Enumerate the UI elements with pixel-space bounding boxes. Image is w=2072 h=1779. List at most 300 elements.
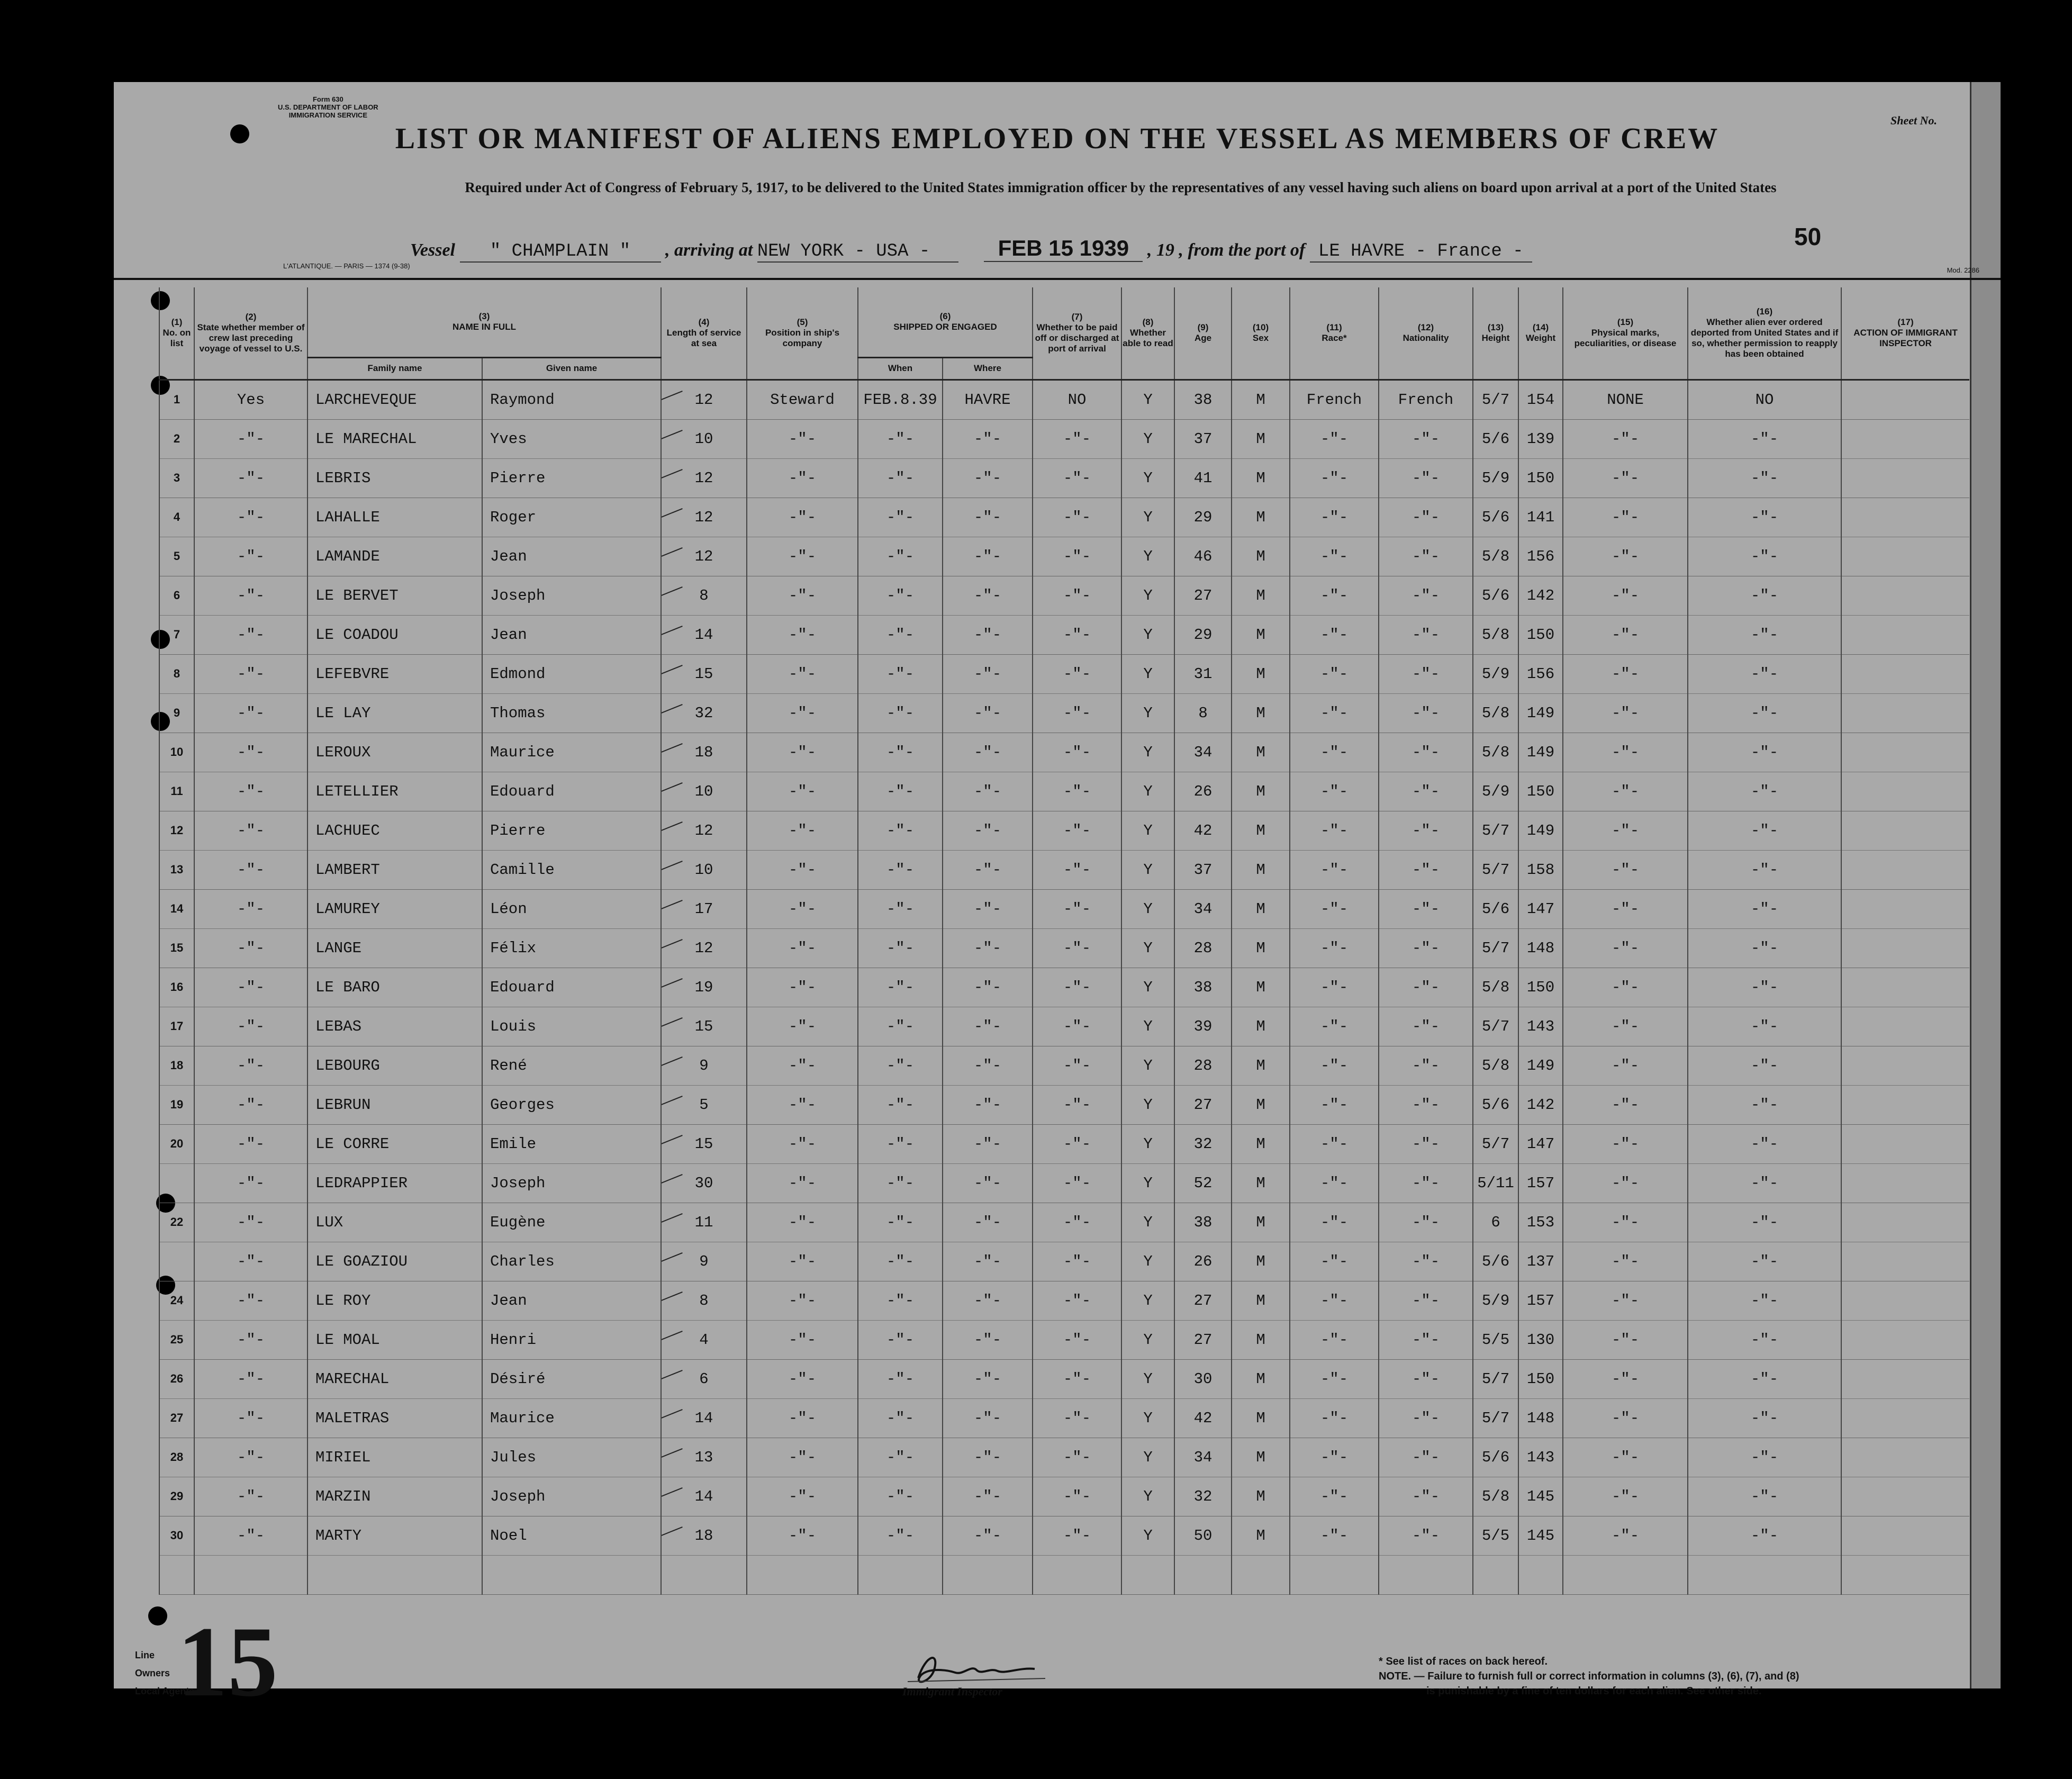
table-row: [159, 1320, 1969, 1359]
able-to-read-cell: Y: [1121, 693, 1174, 733]
table-row: [159, 1203, 1969, 1242]
sex-cell: M: [1232, 1007, 1290, 1046]
previous-voyage-cell: -"-: [194, 1320, 307, 1359]
height-cell: 5/9: [1473, 654, 1518, 693]
height-cell: 5/6: [1473, 419, 1518, 458]
table-row: [159, 1281, 1969, 1320]
sex-cell: M: [1232, 811, 1290, 850]
previous-voyage-cell: -"-: [194, 576, 307, 615]
inspector-action-cell: [1841, 1516, 1969, 1555]
nationality-cell: -"-: [1379, 811, 1473, 850]
paid-off-cell: -"-: [1033, 1007, 1121, 1046]
col-header-given-name: Given name: [482, 357, 661, 380]
age-cell: 34: [1174, 1438, 1232, 1477]
previous-voyage-cell: -"-: [194, 1242, 307, 1281]
shipped-when-cell: -"-: [858, 654, 943, 693]
previous-voyage-cell: -"-: [194, 1359, 307, 1398]
previous-voyage-cell: -"-: [194, 1477, 307, 1516]
sex-cell: M: [1232, 889, 1290, 928]
race-cell: -"-: [1290, 1085, 1379, 1124]
age-cell: 42: [1174, 811, 1232, 850]
weight-cell: 145: [1518, 1516, 1563, 1555]
inspector-action-cell: [1841, 968, 1969, 1007]
family-name-cell: LAMUREY: [307, 889, 482, 928]
inspector-action-cell: [1841, 1281, 1969, 1320]
deported-status-cell: -"-: [1688, 1477, 1841, 1516]
nationality-cell: -"-: [1379, 615, 1473, 654]
table-row: [159, 772, 1969, 811]
race-cell: -"-: [1290, 733, 1379, 772]
physical-marks-cell: -"-: [1563, 889, 1688, 928]
age-cell: 38: [1174, 968, 1232, 1007]
length-of-service-cell: 30: [661, 1163, 747, 1203]
sex-cell: M: [1232, 1281, 1290, 1320]
given-name-cell: Louis: [482, 1007, 661, 1046]
col-title: Whether to be paid off or discharged at port of arrival: [1035, 322, 1119, 354]
nationality-cell: -"-: [1379, 458, 1473, 498]
sex-cell: M: [1232, 693, 1290, 733]
length-of-service-cell: 10: [661, 419, 747, 458]
nationality-cell: -"-: [1379, 1477, 1473, 1516]
blank-cell: [482, 1555, 661, 1594]
physical-marks-cell: -"-: [1563, 1085, 1688, 1124]
shipped-when-cell: FEB.8.39: [858, 380, 943, 419]
age-cell: 8: [1174, 693, 1232, 733]
row-number-cell: 25: [159, 1320, 194, 1359]
able-to-read-cell: Y: [1121, 968, 1174, 1007]
col-number: (4): [698, 317, 710, 328]
row-number-cell: 27: [159, 1398, 194, 1438]
age-cell: 52: [1174, 1163, 1232, 1203]
row-number-cell: 30: [159, 1516, 194, 1555]
age-cell: 29: [1174, 498, 1232, 537]
height-cell: 6: [1473, 1203, 1518, 1242]
family-name-cell: LE BERVET: [307, 576, 482, 615]
given-name-cell: Camille: [482, 850, 661, 889]
inspector-action-cell: [1841, 1477, 1969, 1516]
physical-marks-cell: -"-: [1563, 1007, 1688, 1046]
height-cell: 5/9: [1473, 458, 1518, 498]
height-cell: 5/6: [1473, 1438, 1518, 1477]
age-cell: 34: [1174, 733, 1232, 772]
col-header-no: [159, 287, 194, 380]
row-number-cell: 9: [159, 693, 194, 733]
col-title: Nationality: [1403, 333, 1449, 344]
col-number: (15): [1617, 317, 1634, 328]
col-title: SHIPPED OR ENGAGED: [893, 322, 997, 332]
able-to-read-cell: Y: [1121, 1046, 1174, 1085]
shipped-when-cell: -"-: [858, 1477, 943, 1516]
given-name-cell: Edouard: [482, 968, 661, 1007]
sex-cell: M: [1232, 380, 1290, 419]
given-name-cell: Henri: [482, 1320, 661, 1359]
col-number: (8): [1142, 317, 1154, 328]
sex-cell: M: [1232, 1477, 1290, 1516]
shipped-where-cell: -"-: [943, 1203, 1033, 1242]
row-number-cell: [159, 1163, 194, 1203]
shipped-when-cell: -"-: [858, 850, 943, 889]
table-row: [159, 654, 1969, 693]
deported-status-cell: -"-: [1688, 654, 1841, 693]
height-cell: 5/7: [1473, 1359, 1518, 1398]
col-title: No. on list: [162, 328, 191, 349]
family-name-cell: LARCHEVEQUE: [307, 380, 482, 419]
able-to-read-cell: Y: [1121, 1320, 1174, 1359]
col-number: (10): [1252, 322, 1269, 333]
shipped-when-cell: -"-: [858, 1203, 943, 1242]
family-name-cell: MARECHAL: [307, 1359, 482, 1398]
table-row: [159, 889, 1969, 928]
weight-cell: 145: [1518, 1477, 1563, 1516]
physical-marks-cell: -"-: [1563, 1124, 1688, 1163]
able-to-read-cell: Y: [1121, 889, 1174, 928]
nationality-cell: -"-: [1379, 1359, 1473, 1398]
race-cell: -"-: [1290, 654, 1379, 693]
row-number-cell: 26: [159, 1359, 194, 1398]
physical-marks-cell: -"-: [1563, 498, 1688, 537]
table-row: [159, 928, 1969, 968]
race-cell: -"-: [1290, 419, 1379, 458]
position-cell: -"-: [747, 733, 858, 772]
able-to-read-cell: Y: [1121, 1242, 1174, 1281]
previous-voyage-cell: -"-: [194, 850, 307, 889]
shipped-where-cell: -"-: [943, 811, 1033, 850]
blank-cell: [1290, 1555, 1379, 1594]
previous-voyage-cell: -"-: [194, 654, 307, 693]
position-cell: -"-: [747, 693, 858, 733]
shipped-where-cell: -"-: [943, 1163, 1033, 1203]
given-name-cell: Georges: [482, 1085, 661, 1124]
row-number-cell: 7: [159, 615, 194, 654]
able-to-read-cell: Y: [1121, 1477, 1174, 1516]
immigrant-inspector-label: Immigrant Inspector: [902, 1685, 1002, 1698]
able-to-read-cell: Y: [1121, 498, 1174, 537]
row-number-cell: 3: [159, 458, 194, 498]
family-name-cell: LEBOURG: [307, 1046, 482, 1085]
deported-status-cell: -"-: [1688, 889, 1841, 928]
row-number-cell: 8: [159, 654, 194, 693]
weight-cell: 149: [1518, 1046, 1563, 1085]
height-cell: 5/7: [1473, 1124, 1518, 1163]
family-name-cell: LE ROY: [307, 1281, 482, 1320]
age-cell: 46: [1174, 537, 1232, 576]
row-number-cell: 16: [159, 968, 194, 1007]
previous-voyage-cell: -"-: [194, 1438, 307, 1477]
able-to-read-cell: Y: [1121, 1359, 1174, 1398]
physical-marks-cell: -"-: [1563, 1242, 1688, 1281]
nationality-cell: -"-: [1379, 928, 1473, 968]
paid-off-cell: -"-: [1033, 1398, 1121, 1438]
weight-cell: 130: [1518, 1320, 1563, 1359]
length-of-service-cell: 12: [661, 811, 747, 850]
sex-cell: M: [1232, 1516, 1290, 1555]
paid-off-cell: -"-: [1033, 1359, 1121, 1398]
height-cell: 5/8: [1473, 693, 1518, 733]
previous-voyage-cell: -"-: [194, 1085, 307, 1124]
height-cell: 5/6: [1473, 889, 1518, 928]
given-name-cell: Eugène: [482, 1203, 661, 1242]
crew-rows: [159, 380, 1969, 1594]
weight-cell: 156: [1518, 537, 1563, 576]
position-cell: -"-: [747, 498, 858, 537]
paid-off-cell: -"-: [1033, 419, 1121, 458]
age-cell: 37: [1174, 419, 1232, 458]
previous-voyage-cell: -"-: [194, 693, 307, 733]
length-of-service-cell: 18: [661, 733, 747, 772]
local-agents-label: Local Agents: [135, 1686, 195, 1696]
table-row: [159, 968, 1969, 1007]
col-number: (6): [939, 311, 951, 322]
age-cell: 26: [1174, 772, 1232, 811]
previous-voyage-cell: -"-: [194, 498, 307, 537]
weight-cell: 149: [1518, 733, 1563, 772]
deported-status-cell: -"-: [1688, 1203, 1841, 1242]
printer-imprint: L'ATLANTIQUE. — PARIS — 1374 (9-38): [283, 262, 410, 270]
able-to-read-cell: Y: [1121, 419, 1174, 458]
blank-cell: [747, 1555, 858, 1594]
weight-cell: 150: [1518, 458, 1563, 498]
deported-status-cell: -"-: [1688, 576, 1841, 615]
inspector-action-cell: [1841, 654, 1969, 693]
col-header-previous-voyage: [194, 287, 307, 380]
paid-off-cell: -"-: [1033, 498, 1121, 537]
col-header-deported: [1688, 287, 1841, 380]
physical-marks-cell: -"-: [1563, 1046, 1688, 1085]
position-cell: -"-: [747, 1163, 858, 1203]
paid-off-cell: -"-: [1033, 458, 1121, 498]
physical-marks-cell: -"-: [1563, 811, 1688, 850]
physical-marks-cell: -"-: [1563, 1163, 1688, 1203]
shipped-when-cell: -"-: [858, 1320, 943, 1359]
nationality-cell: -"-: [1379, 419, 1473, 458]
family-name-cell: LUX: [307, 1203, 482, 1242]
weight-cell: 153: [1518, 1203, 1563, 1242]
length-of-service-cell: 6: [661, 1359, 747, 1398]
sex-cell: M: [1232, 772, 1290, 811]
col-number: (17): [1897, 317, 1914, 328]
sex-cell: M: [1232, 733, 1290, 772]
race-cell: -"-: [1290, 615, 1379, 654]
row-number-cell: 17: [159, 1007, 194, 1046]
family-name-cell: LE MARECHAL: [307, 419, 482, 458]
height-cell: 5/11: [1473, 1163, 1518, 1203]
header-rule: [114, 278, 2001, 280]
given-name-cell: Jean: [482, 537, 661, 576]
position-cell: -"-: [747, 1124, 858, 1163]
deported-status-cell: -"-: [1688, 1516, 1841, 1555]
height-cell: 5/8: [1473, 615, 1518, 654]
inspector-action-cell: [1841, 419, 1969, 458]
height-cell: 5/8: [1473, 733, 1518, 772]
col-number: (5): [797, 317, 808, 328]
family-name-cell: MALETRAS: [307, 1398, 482, 1438]
inspector-action-cell: [1841, 1007, 1969, 1046]
service-text: IMMIGRATION SERVICE: [288, 111, 367, 119]
inspector-action-cell: [1841, 498, 1969, 537]
shipped-when-cell: -"-: [858, 537, 943, 576]
weight-cell: 150: [1518, 1359, 1563, 1398]
shipped-where-cell: -"-: [943, 1477, 1033, 1516]
col-title: Height: [1481, 333, 1510, 344]
height-cell: 5/5: [1473, 1320, 1518, 1359]
inspector-action-cell: [1841, 811, 1969, 850]
from-label: , from the port of: [1179, 240, 1306, 260]
length-of-service-cell: 14: [661, 1477, 747, 1516]
row-number-cell: 18: [159, 1046, 194, 1085]
shipped-where-cell: -"-: [943, 968, 1033, 1007]
col-number: (16): [1756, 306, 1773, 317]
age-cell: 37: [1174, 850, 1232, 889]
deported-status-cell: -"-: [1688, 1398, 1841, 1438]
nationality-cell: -"-: [1379, 772, 1473, 811]
able-to-read-cell: Y: [1121, 1516, 1174, 1555]
vessel-name: " CHAMPLAIN ": [460, 241, 661, 263]
deported-status-cell: -"-: [1688, 419, 1841, 458]
previous-voyage-cell: -"-: [194, 889, 307, 928]
physical-marks-cell: -"-: [1563, 733, 1688, 772]
position-cell: -"-: [747, 889, 858, 928]
paid-off-cell: -"-: [1033, 1085, 1121, 1124]
shipped-when-cell: -"-: [858, 811, 943, 850]
weight-cell: 158: [1518, 850, 1563, 889]
weight-cell: 157: [1518, 1163, 1563, 1203]
able-to-read-cell: Y: [1121, 733, 1174, 772]
family-name-cell: LE LAY: [307, 693, 482, 733]
family-name-cell: LEBAS: [307, 1007, 482, 1046]
inspector-action-cell: [1841, 380, 1969, 419]
deported-status-cell: -"-: [1688, 537, 1841, 576]
table-row: [159, 1124, 1969, 1163]
paid-off-cell: -"-: [1033, 1046, 1121, 1085]
able-to-read-cell: Y: [1121, 850, 1174, 889]
able-to-read-cell: Y: [1121, 1124, 1174, 1163]
row-number-cell: [159, 1242, 194, 1281]
sex-cell: M: [1232, 1124, 1290, 1163]
physical-marks-cell: -"-: [1563, 850, 1688, 889]
physical-marks-cell: -"-: [1563, 928, 1688, 968]
given-name-cell: Joseph: [482, 1163, 661, 1203]
shipped-when-cell: -"-: [858, 889, 943, 928]
previous-voyage-cell: -"-: [194, 1163, 307, 1203]
shipped-when-cell: -"-: [858, 928, 943, 968]
height-cell: 5/7: [1473, 1398, 1518, 1438]
paid-off-cell: -"-: [1033, 615, 1121, 654]
race-cell: -"-: [1290, 1281, 1379, 1320]
shipped-where-cell: -"-: [943, 498, 1033, 537]
age-cell: 27: [1174, 1320, 1232, 1359]
age-cell: 32: [1174, 1477, 1232, 1516]
given-name-cell: Maurice: [482, 1398, 661, 1438]
page-edge: [1970, 82, 2001, 1688]
weight-cell: 147: [1518, 1124, 1563, 1163]
shipped-where-cell: -"-: [943, 1124, 1033, 1163]
race-cell: French: [1290, 380, 1379, 419]
family-name-cell: LAMBERT: [307, 850, 482, 889]
nationality-cell: -"-: [1379, 733, 1473, 772]
physical-marks-cell: -"-: [1563, 615, 1688, 654]
from-port: LE HAVRE - France -: [1310, 241, 1532, 263]
table-row: [159, 1163, 1969, 1203]
weight-cell: 141: [1518, 498, 1563, 537]
deported-status-cell: -"-: [1688, 850, 1841, 889]
sex-cell: M: [1232, 537, 1290, 576]
paid-off-cell: -"-: [1033, 968, 1121, 1007]
weight-cell: 150: [1518, 615, 1563, 654]
length-of-service-cell: 17: [661, 889, 747, 928]
row-number-cell: 24: [159, 1281, 194, 1320]
deported-status-cell: -"-: [1688, 693, 1841, 733]
family-name-cell: LEROUX: [307, 733, 482, 772]
inspector-action-cell: [1841, 928, 1969, 968]
deported-status-cell: -"-: [1688, 1085, 1841, 1124]
row-number-cell: 4: [159, 498, 194, 537]
previous-voyage-cell: -"-: [194, 1046, 307, 1085]
nationality-cell: -"-: [1379, 1046, 1473, 1085]
deported-status-cell: -"-: [1688, 1320, 1841, 1359]
row-number-cell: 11: [159, 772, 194, 811]
length-of-service-cell: 10: [661, 850, 747, 889]
deported-status-cell: -"-: [1688, 1242, 1841, 1281]
able-to-read-cell: Y: [1121, 811, 1174, 850]
deported-status-cell: NO: [1688, 380, 1841, 419]
paid-off-cell: -"-: [1033, 1281, 1121, 1320]
shipped-when-cell: -"-: [858, 1516, 943, 1555]
col-title: Position in ship's company: [765, 328, 840, 349]
previous-voyage-cell: -"-: [194, 537, 307, 576]
family-name-cell: LE BARO: [307, 968, 482, 1007]
paid-off-cell: -"-: [1033, 537, 1121, 576]
shipped-where-cell: HAVRE: [943, 380, 1033, 419]
able-to-read-cell: Y: [1121, 458, 1174, 498]
inspector-action-cell: [1841, 850, 1969, 889]
paid-off-cell: -"-: [1033, 693, 1121, 733]
position-cell: -"-: [747, 1398, 858, 1438]
length-of-service-cell: 9: [661, 1242, 747, 1281]
col-header-where: Where: [943, 357, 1033, 380]
row-number-cell: 14: [159, 889, 194, 928]
sex-cell: M: [1232, 1085, 1290, 1124]
sex-cell: M: [1232, 458, 1290, 498]
position-cell: -"-: [747, 1007, 858, 1046]
position-cell: -"-: [747, 850, 858, 889]
arriving-label: , arriving at: [665, 240, 753, 260]
paid-off-cell: -"-: [1033, 850, 1121, 889]
deported-status-cell: -"-: [1688, 811, 1841, 850]
col-header-marks: [1563, 287, 1688, 380]
position-cell: -"-: [747, 1281, 858, 1320]
age-cell: 38: [1174, 1203, 1232, 1242]
inspector-action-cell: [1841, 1242, 1969, 1281]
weight-cell: 149: [1518, 693, 1563, 733]
sheet-number-label: Sheet No.: [1890, 114, 1937, 127]
blank-cell: [1841, 1555, 1969, 1594]
physical-marks-cell: -"-: [1563, 576, 1688, 615]
height-cell: 5/7: [1473, 850, 1518, 889]
age-cell: 28: [1174, 928, 1232, 968]
manifest-sheet: [114, 82, 2001, 1718]
blank-cell: [307, 1555, 482, 1594]
shipped-when-cell: -"-: [858, 615, 943, 654]
shipped-when-cell: -"-: [858, 1085, 943, 1124]
deported-status-cell: -"-: [1688, 733, 1841, 772]
able-to-read-cell: Y: [1121, 772, 1174, 811]
col-header-family-name: Family name: [307, 357, 482, 380]
paid-off-cell: -"-: [1033, 1124, 1121, 1163]
table-row: [159, 380, 1969, 419]
col-number: (7): [1071, 312, 1083, 322]
age-cell: 26: [1174, 1242, 1232, 1281]
height-cell: 5/7: [1473, 380, 1518, 419]
